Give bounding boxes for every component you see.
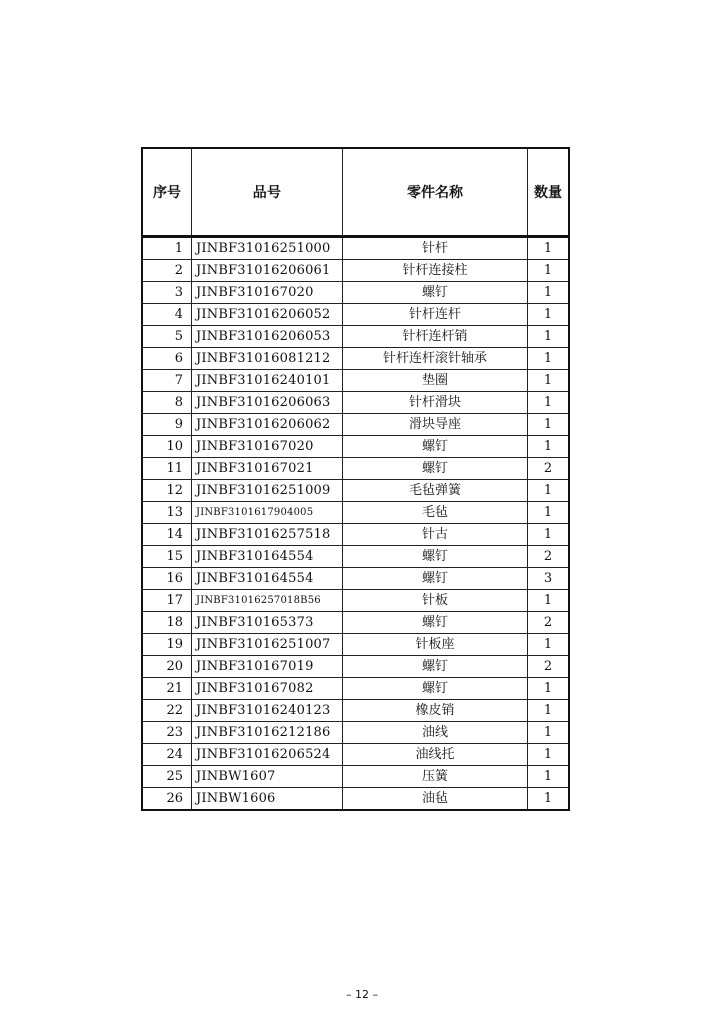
row-no: 11	[142, 458, 192, 480]
row-part-number: JINBF31016240101	[192, 370, 343, 392]
table-row	[142, 326, 569, 348]
table-row	[142, 260, 569, 282]
row-part-name: 针杆连杆滚针轴承	[343, 348, 528, 370]
row-part-number: JINBF310167020	[192, 436, 343, 458]
row-quantity: 1	[528, 260, 570, 282]
table-row	[142, 678, 569, 700]
row-no: 26	[142, 788, 192, 811]
row-part-name: 针杆连杆	[343, 304, 528, 326]
row-part-number: JINBF310165373	[192, 612, 343, 634]
row-part-name: 针板	[343, 590, 528, 612]
row-quantity: 2	[528, 458, 570, 480]
row-quantity: 1	[528, 282, 570, 304]
row-quantity: 1	[528, 392, 570, 414]
row-quantity: 1	[528, 436, 570, 458]
row-no: 23	[142, 722, 192, 744]
row-quantity: 1	[528, 348, 570, 370]
table-row	[142, 502, 569, 524]
row-part-name: 油线	[343, 722, 528, 744]
row-part-name: 螺钉	[343, 282, 528, 304]
row-quantity: 2	[528, 546, 570, 568]
row-part-number: JINBF31016251000	[192, 237, 343, 260]
row-part-number: JINBF31016251009	[192, 480, 343, 502]
table-row	[142, 392, 569, 414]
row-part-name: 针杆滑块	[343, 392, 528, 414]
row-part-name: 螺钉	[343, 612, 528, 634]
row-quantity: 1	[528, 766, 570, 788]
header-quantity: 数量	[528, 148, 570, 237]
row-part-name: 油线托	[343, 744, 528, 766]
header-part-number: 品号	[192, 148, 343, 237]
table-row	[142, 612, 569, 634]
row-quantity: 1	[528, 700, 570, 722]
row-part-name: 压簧	[343, 766, 528, 788]
table-row	[142, 282, 569, 304]
row-part-number: JINBF31016257018B56	[192, 590, 343, 612]
header-row	[142, 148, 569, 237]
row-no: 15	[142, 546, 192, 568]
row-part-number: JINBF31016206052	[192, 304, 343, 326]
row-quantity: 1	[528, 370, 570, 392]
table-row	[142, 348, 569, 370]
row-quantity: 1	[528, 524, 570, 546]
row-part-number: JINBF310167082	[192, 678, 343, 700]
row-no: 18	[142, 612, 192, 634]
row-no: 12	[142, 480, 192, 502]
table-row	[142, 436, 569, 458]
row-part-name: 螺钉	[343, 436, 528, 458]
row-part-name: 螺钉	[343, 458, 528, 480]
row-part-number: JINBW1606	[192, 788, 343, 811]
row-part-number: JINBW1607	[192, 766, 343, 788]
row-no: 25	[142, 766, 192, 788]
row-quantity: 1	[528, 722, 570, 744]
row-no: 5	[142, 326, 192, 348]
row-no: 4	[142, 304, 192, 326]
row-quantity: 1	[528, 788, 570, 811]
row-part-name: 螺钉	[343, 568, 528, 590]
row-part-name: 橡皮销	[343, 700, 528, 722]
row-quantity: 1	[528, 304, 570, 326]
row-part-number: JINBF31016081212	[192, 348, 343, 370]
row-part-name: 螺钉	[343, 656, 528, 678]
row-no: 7	[142, 370, 192, 392]
table-body	[142, 237, 569, 811]
row-part-number: JINBF31016206063	[192, 392, 343, 414]
table-row	[142, 700, 569, 722]
row-part-name: 螺钉	[343, 546, 528, 568]
table-row	[142, 722, 569, 744]
row-quantity: 1	[528, 678, 570, 700]
row-part-number: JINBF31016206061	[192, 260, 343, 282]
table-row	[142, 788, 569, 811]
row-no: 8	[142, 392, 192, 414]
row-no: 16	[142, 568, 192, 590]
table-row	[142, 370, 569, 392]
row-part-number: JINBF31016251007	[192, 634, 343, 656]
row-part-name: 滑块导座	[343, 414, 528, 436]
table-row	[142, 237, 569, 260]
row-no: 6	[142, 348, 192, 370]
row-part-name: 针板座	[343, 634, 528, 656]
row-quantity: 1	[528, 502, 570, 524]
row-part-number: JINBF31016240123	[192, 700, 343, 722]
table-row	[142, 524, 569, 546]
row-part-name: 螺钉	[343, 678, 528, 700]
row-part-name: 毛毡	[343, 502, 528, 524]
row-quantity: 1	[528, 480, 570, 502]
page-number: – 12 –	[346, 988, 378, 1001]
row-no: 3	[142, 282, 192, 304]
row-part-number: JINBF31016206524	[192, 744, 343, 766]
parts-table	[141, 147, 570, 811]
row-part-number: JINBF31016257518	[192, 524, 343, 546]
row-part-name: 针杆连接柱	[343, 260, 528, 282]
row-part-number: JINBF310164554	[192, 546, 343, 568]
row-quantity: 1	[528, 326, 570, 348]
row-part-name: 垫圈	[343, 370, 528, 392]
row-no: 9	[142, 414, 192, 436]
row-no: 17	[142, 590, 192, 612]
row-no: 1	[142, 237, 192, 260]
table-row	[142, 744, 569, 766]
table-row	[142, 480, 569, 502]
row-part-number: JINBF3101617904005	[192, 502, 343, 524]
row-no: 20	[142, 656, 192, 678]
header-no: 序号	[142, 148, 192, 237]
table-row	[142, 568, 569, 590]
table-row	[142, 304, 569, 326]
table-row	[142, 546, 569, 568]
row-part-number: JINBF31016206062	[192, 414, 343, 436]
row-part-name: 油毡	[343, 788, 528, 811]
row-quantity: 1	[528, 590, 570, 612]
row-part-number: JINBF31016212186	[192, 722, 343, 744]
row-quantity: 2	[528, 612, 570, 634]
row-quantity: 1	[528, 237, 570, 260]
row-quantity: 1	[528, 634, 570, 656]
row-quantity: 1	[528, 744, 570, 766]
row-part-number: JINBF310167020	[192, 282, 343, 304]
table-row	[142, 458, 569, 480]
row-quantity: 3	[528, 568, 570, 590]
row-part-name: 针古	[343, 524, 528, 546]
table-row	[142, 766, 569, 788]
row-no: 21	[142, 678, 192, 700]
row-no: 24	[142, 744, 192, 766]
row-part-number: JINBF31016206053	[192, 326, 343, 348]
row-part-number: JINBF310167019	[192, 656, 343, 678]
row-no: 13	[142, 502, 192, 524]
row-quantity: 2	[528, 656, 570, 678]
row-no: 19	[142, 634, 192, 656]
row-no: 10	[142, 436, 192, 458]
row-no: 2	[142, 260, 192, 282]
row-no: 22	[142, 700, 192, 722]
row-part-name: 毛毡弹簧	[343, 480, 528, 502]
row-part-number: JINBF310167021	[192, 458, 343, 480]
row-part-name: 针杆	[343, 237, 528, 260]
row-no: 14	[142, 524, 192, 546]
header-part-name: 零件名称	[343, 148, 528, 237]
table-header	[142, 148, 569, 237]
row-part-name: 针杆连杆销	[343, 326, 528, 348]
table-row	[142, 634, 569, 656]
table-row	[142, 656, 569, 678]
row-quantity: 1	[528, 414, 570, 436]
table-row	[142, 414, 569, 436]
row-part-number: JINBF310164554	[192, 568, 343, 590]
table-row	[142, 590, 569, 612]
